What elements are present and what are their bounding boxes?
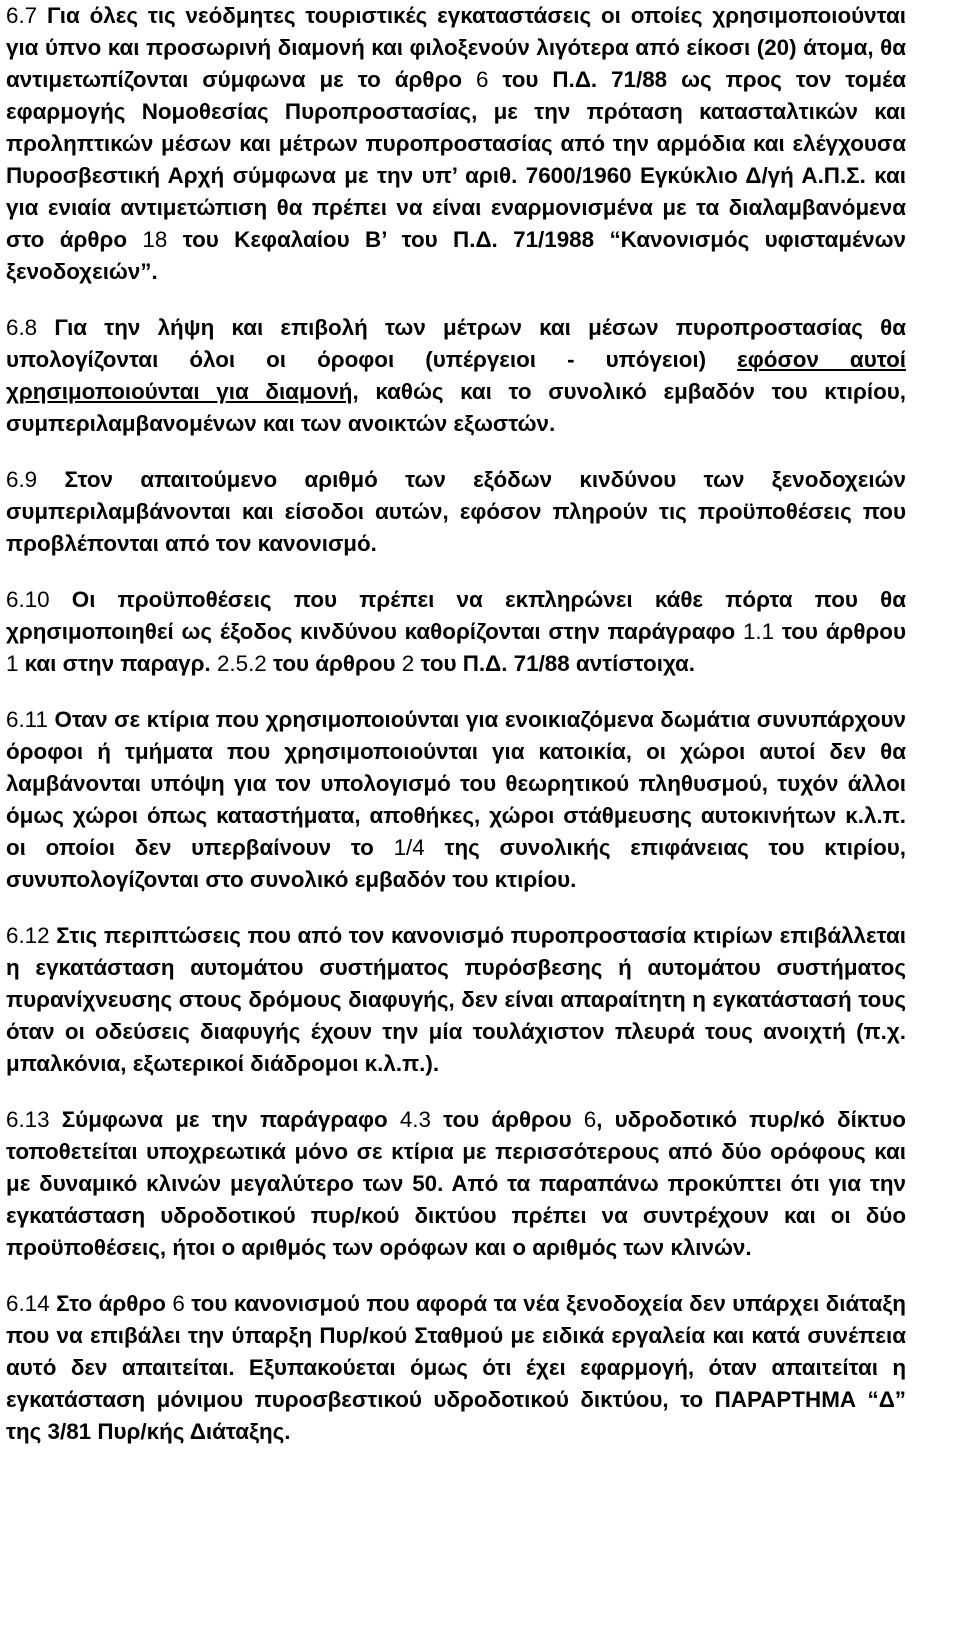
paragraph-text: της συνολικής επιφάνειας του κτιρίου, συνυπολογίζονται στο συνολικό εμβαδόν του κτιρίου. bbox=[6, 835, 906, 892]
paragraph-number: 6.11 bbox=[6, 707, 48, 732]
paragraph-text: 18 bbox=[142, 227, 168, 252]
paragraph-number: 6.12 bbox=[6, 923, 50, 948]
underlined-text: εφόσον αυτοί χρησιμοποιούνται για διαμονή bbox=[6, 347, 906, 404]
paragraph-number: 6.14 bbox=[6, 1291, 50, 1316]
paragraph-text: του κανονισμού που αφορά τα νέα ξενοδοχεία δεν υπάρχει διάταξη που να επιβάλει την ύπαρξη Πυρ/κού Σταθμού με ειδικά εργαλεία και κατά συνέπεια αυτό δεν απαιτείται. Εξυπακούεται όμως ότι έχει εφαρμογή, όταν απαιτείται η εγκατάσταση μόνιμου πυροσβεστικού υδροδοτικού δικτύου, το ΠΑΡΑΡΤΗΜΑ “Δ” της 3/81 Πυρ/κής Διάταξης. bbox=[6, 1291, 906, 1444]
paragraph-number: 6.8 bbox=[6, 315, 38, 340]
paragraph-text: και στην παραγρ. bbox=[18, 651, 217, 676]
paragraph-text: Οι προϋποθέσεις που πρέπει να εκπληρώνει κάθε πόρτα που θα χρησιμοποιηθεί ως έξοδος κινδύνου καθορίζονται στην παράγραφο bbox=[6, 587, 906, 644]
paragraph-text: 1.1 bbox=[742, 619, 775, 644]
paragraph-text: 1 bbox=[6, 651, 19, 676]
paragraph-number: 6.10 bbox=[6, 587, 50, 612]
paragraph-text: Για την λήψη και επιβολή των μέτρων και μέσων πυροπροστασίας θα υπολογίζονται όλοι οι όροφοι (υπέργειοι - υπόγειοι) bbox=[6, 315, 906, 372]
paragraph-6-14 bbox=[6, 1288, 906, 1448]
paragraph-text: του άρθρου bbox=[266, 651, 402, 676]
paragraph-text: , υδροδοτικό πυρ/κό δίκτυο τοποθετείται υποχρεωτικά μόνο σε κτίρια με περισσότερους από δύο ορόφους και με δυναμικό κλινών μεγαλύτερο των 50. Από τα παραπάνω προκύπτει ότι για την εγκατάσταση υδροδοτικού πυρ/κού δικτύου πρέπει να συντρέχουν και οι δύο προϋποθέσεις, ήτοι ο αριθμός των ορόφων και ο αριθμός των κλινών. bbox=[6, 1107, 906, 1260]
paragraph-text: Στον απαιτούμενο αριθμό των εξόδων κινδύνου των ξενοδοχειών συμπεριλαμβάνονται και είσοδοι αυτών, εφόσον πληρούν τις προϋποθέσεις που προβλέπονται από τον κανονισμό. bbox=[6, 467, 906, 556]
paragraph-text: 2 bbox=[401, 651, 415, 676]
paragraph-number: 6.9 bbox=[6, 467, 38, 492]
paragraph-number: 6.13 bbox=[6, 1107, 50, 1132]
paragraph-text: Στις περιπτώσεις που από τον κανονισμό πυροπροστασία κτιρίων επιβάλλεται η εγκατάσταση αυτομάτου συστήματος πυρόσβεσης ή αυτομάτου συστήματος πυρανίχνευσης στους δρόμους διαφυγής, δεν είναι απαραίτητη η εγκατάστασή τους όταν οι οδεύσεις διαφυγής έχουν την μία τουλάχιστον πλευρά τους ανοιχτή (π.χ. μπαλκόνια, εξωτερικοί διάδρομοι κ.λ.π.). bbox=[6, 923, 906, 1076]
paragraph-text: Σύμφωνα με την παράγραφο bbox=[49, 1107, 400, 1132]
paragraph-text: , καθώς και το συνολικό εμβαδόν του κτιρίου, συμπεριλαμβανομένων και των ανοικτών εξωστών. bbox=[6, 379, 907, 436]
paragraph-text: 2.5.2 bbox=[216, 651, 267, 676]
paragraph-text: του άρθρου bbox=[774, 619, 906, 644]
paragraph-text: 4.3 bbox=[399, 1107, 431, 1132]
paragraph-text: 6 bbox=[475, 67, 489, 92]
paragraph-text: 1/4 bbox=[393, 835, 425, 860]
paragraph-6-13 bbox=[6, 1104, 906, 1264]
paragraph-text: του Π.Δ. 71/88 ως προς τον τομέα εφαρμογής Νομοθεσίας Πυροπροστασίας, με την πρόταση κατασταλτικών και προληπτικών μέσων και μέτρων πυροπροστασίας από την αρμόδια και ελέγχουσα Πυροσβεστική Αρχή σύμφωνα με την υπ’ αριθ. 7600/1960 Εγκύκλιο Δ/γή Α.Π.Σ. και για ενιαία αντιμετώπιση θα πρέπει να είναι εναρμονισμένα με τα διαλαμβανόμενα στο άρθρο bbox=[6, 67, 906, 252]
paragraph-text: του Π.Δ. 71/88 αντίστοιχα. bbox=[414, 651, 696, 676]
paragraph-text: Οταν σε κτίρια που χρησιμοποιούνται για ενοικιαζόμενα δωμάτια συνυπάρχουν όροφοι ή τμήματα που χρησιμοποιούνται για κατοικία, οι χώροι αυτοί δεν θα λαμβάνονται υπόψη για τον υπολογισμό του θεωρητικού πληθυσμού, τυχόν άλλοι όμως χώροι όπως καταστήματα, αποθήκες, χώροι στάθμευσης αυτοκινήτων κ.λ.π. οι οποίοι δεν υπερβαίνουν το bbox=[6, 707, 906, 860]
paragraph-6-11 bbox=[6, 704, 906, 896]
paragraph-text: του άρθρου bbox=[430, 1107, 584, 1132]
paragraph-number: 6.7 bbox=[6, 3, 38, 28]
paragraph-text: 6 bbox=[172, 1291, 185, 1316]
paragraph-text: Στο άρθρο bbox=[49, 1291, 173, 1316]
paragraph-6-10 bbox=[6, 584, 906, 680]
paragraph-text: 6 bbox=[583, 1107, 597, 1132]
paragraph-text: του Κεφαλαίου Β’ του Π.Δ. 71/1988 “Κανονισμός υφισταμένων ξενοδοχειών”. bbox=[6, 227, 906, 284]
paragraph-6-12 bbox=[6, 920, 906, 1080]
paragraph-6-8 bbox=[6, 312, 906, 440]
paragraph-6-9 bbox=[6, 464, 906, 560]
paragraph-text: Για όλες τις νεόδμητες τουριστικές εγκαταστάσεις οι οποίες χρησιμοποιούνται για ύπνο και προσωρινή διαμονή και φιλοξενούν λιγότερα από είκοσι (20) άτομα, θα αντιμετωπίζονται σύμφωνα με το άρθρο bbox=[6, 3, 906, 92]
document-page bbox=[6, 0, 906, 1448]
paragraph-6-7 bbox=[6, 0, 906, 288]
